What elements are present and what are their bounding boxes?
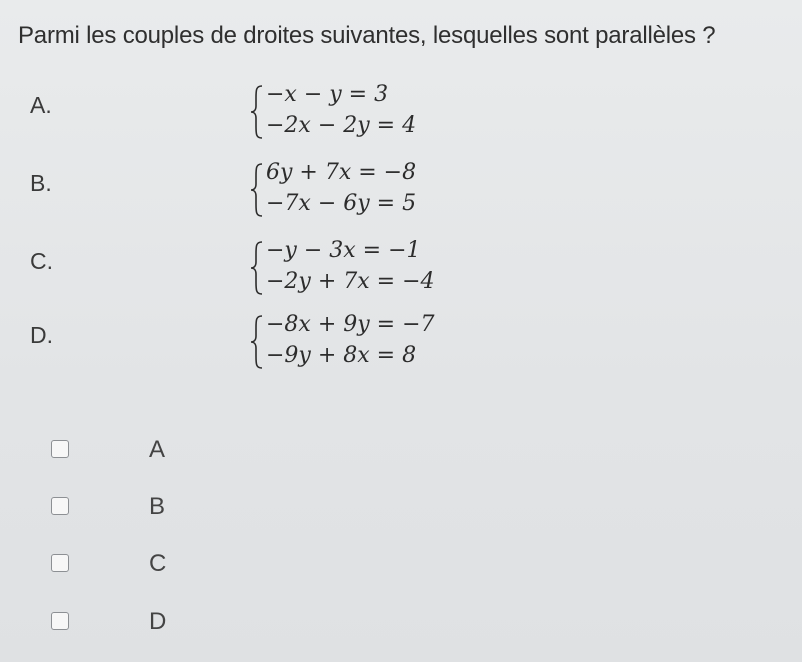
- option-letter: C.: [30, 248, 53, 274]
- equation-system: [250, 158, 510, 228]
- equation-2: −2x − 2y = 4: [266, 113, 417, 138]
- option-letter: A.: [30, 92, 52, 118]
- option-b: [0, 158, 802, 228]
- answer-a-checkbox[interactable]: [51, 440, 69, 458]
- equation-1: −x − y = 3: [266, 82, 389, 107]
- left-brace-icon: [250, 84, 264, 140]
- equation-2: −7x − 6y = 5: [266, 191, 417, 216]
- answer-c[interactable]: [0, 542, 400, 590]
- equation-system: [250, 80, 510, 150]
- answer-d-checkbox[interactable]: [51, 612, 69, 630]
- equation-2: −9y + 8x = 8: [266, 343, 417, 368]
- equation-1: −8x + 9y = −7: [266, 312, 435, 337]
- left-brace-icon: [250, 240, 264, 296]
- left-brace-icon: [250, 314, 264, 370]
- answer-a[interactable]: [0, 428, 400, 476]
- equation-system: [250, 236, 510, 306]
- equation-1: −y − 3x = −1: [266, 238, 421, 263]
- equation-system: [250, 310, 510, 380]
- option-letter: D.: [30, 322, 53, 348]
- answer-label: A: [149, 436, 166, 463]
- answer-label: D: [149, 608, 167, 635]
- option-d: [0, 310, 802, 380]
- option-a: [0, 80, 802, 150]
- question-text: Parmi les couples de droites suivantes, lesquelles sont parallèles ?: [18, 22, 716, 49]
- answer-label: C: [149, 550, 167, 577]
- answer-b-checkbox[interactable]: [51, 497, 69, 515]
- equation-1: 6y + 7x = −8: [266, 160, 417, 185]
- answer-d[interactable]: [0, 600, 400, 648]
- answer-b[interactable]: [0, 485, 400, 533]
- answer-c-checkbox[interactable]: [51, 554, 69, 572]
- answer-label: B: [149, 493, 166, 520]
- option-letter: B.: [30, 170, 52, 196]
- left-brace-icon: [250, 162, 264, 218]
- equation-2: −2y + 7x = −4: [266, 269, 435, 294]
- option-c: [0, 236, 802, 306]
